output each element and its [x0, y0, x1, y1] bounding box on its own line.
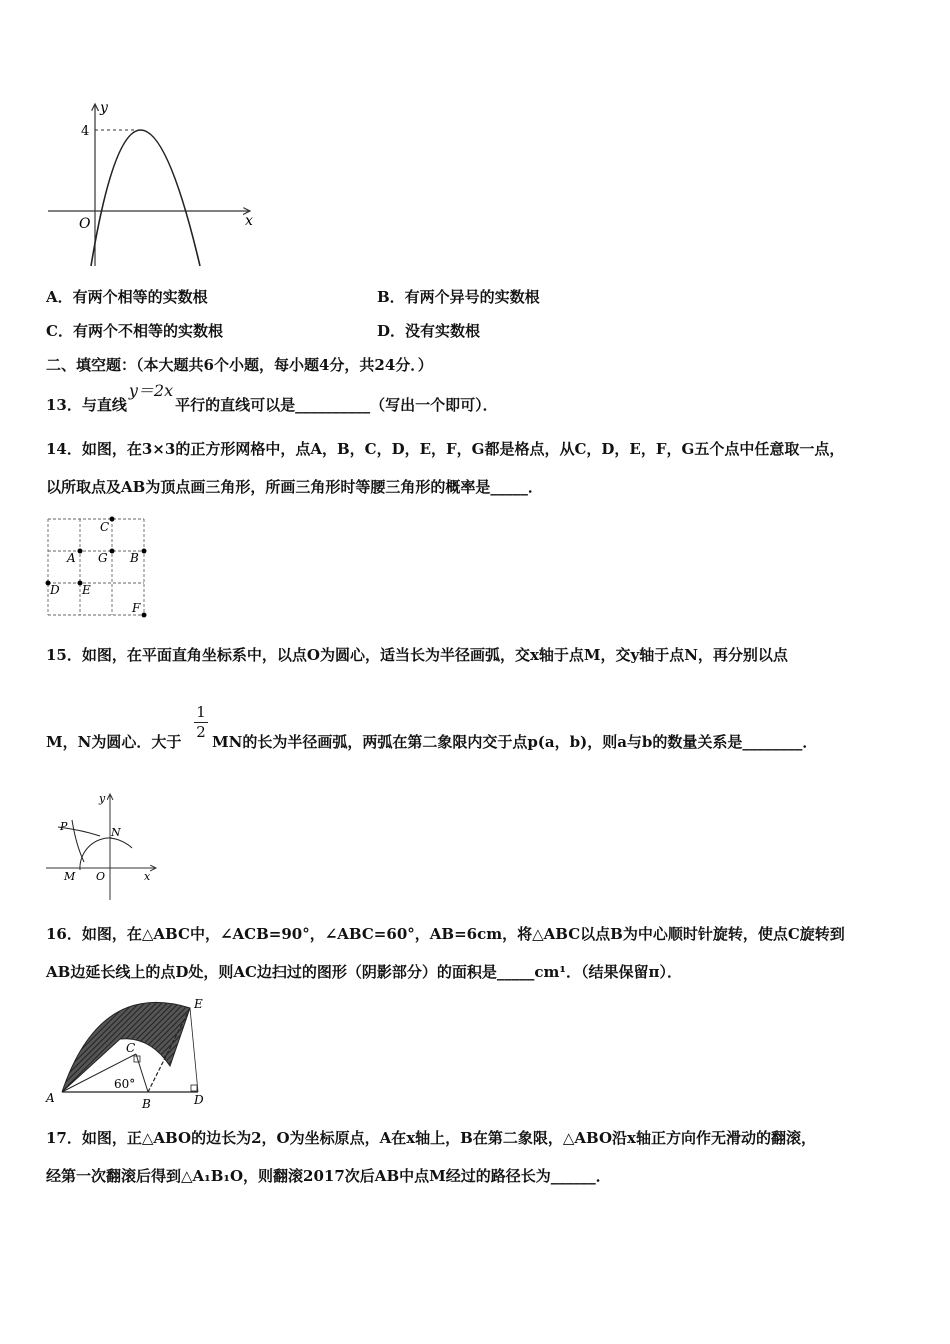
label-b: B	[142, 1097, 151, 1111]
arc-right	[110, 838, 132, 848]
label-a: A	[46, 1091, 55, 1105]
segment-cb	[136, 1054, 148, 1092]
q13-pre: 13．与直线	[46, 396, 127, 414]
question-14-line1: 14．如图，在3×3的正方形网格中，点A，B，C，D，E，F，G都是格点，从C，D，E，F，G五个点中任意取一点，	[46, 440, 845, 458]
option-a: A．有两个相等的实数根	[46, 288, 208, 306]
label-b: B	[130, 551, 139, 565]
peak-value-label: 4	[81, 124, 90, 139]
question-15-line2-pre: M，N为圆心．大于	[46, 733, 182, 751]
q13-post: 平行的直线可以是__________（写出一个即可）．	[175, 396, 498, 414]
option-d: D．没有实数根	[377, 322, 481, 340]
label-e: E	[194, 997, 203, 1011]
label-d: D	[194, 1093, 204, 1107]
label-f: F	[132, 601, 141, 615]
origin-label: O	[79, 216, 91, 232]
right-angle-d	[191, 1085, 197, 1091]
angle-label: 60°	[114, 1077, 136, 1091]
label-c: C	[100, 520, 110, 534]
section2-heading: 二、填空题：（本大题共6个小题，每小题4分，共24分．）	[46, 356, 433, 374]
compass-figure	[40, 790, 165, 905]
parabola-curve	[91, 130, 200, 266]
point-b	[142, 549, 147, 554]
point-g	[110, 549, 115, 554]
label-n: N	[111, 826, 121, 839]
option-b: B．有两个异号的实数根	[377, 288, 540, 306]
y-axis-label: y	[100, 100, 108, 116]
question-14-line2: 以所取点及AB为顶点画三角形，所画三角形时等腰三角形的概率是_____．	[46, 478, 543, 496]
label-y: y	[99, 792, 106, 805]
question-17-line1: 17．如图，正△ABO的边长为2，O为坐标原点，A在x轴上，B在第二象限，△ABO沿x轴正方向作无滑动的翻滚，	[46, 1129, 816, 1147]
label-a: A	[67, 551, 76, 565]
question-16-line1: 16．如图，在△ABC中，∠ACB=90°，∠ABC=60°，AB=6cm，将△ABC以点B为中心顺时针旋转，使点C旋转到	[46, 925, 845, 943]
question-13	[46, 381, 498, 415]
grid-figure	[40, 512, 155, 622]
label-o: O	[96, 870, 106, 883]
fraction-denominator: 2	[196, 723, 206, 741]
parabola-figure	[40, 98, 265, 273]
rotation-figure	[40, 994, 215, 1114]
segment-de	[190, 1008, 198, 1092]
q15-fraction	[193, 704, 209, 741]
label-p: P	[60, 820, 68, 833]
x-axis-label: x	[245, 213, 253, 229]
label-e: E	[82, 583, 91, 597]
label-d: D	[50, 583, 60, 597]
point-c	[110, 517, 115, 522]
q13-formula: y＝2x	[128, 381, 174, 400]
question-17-line2: 经第一次翻滚后得到△A₁B₁O，则翻滚2017次后AB中点M经过的路径长为______．	[46, 1167, 611, 1185]
label-m: M	[64, 870, 76, 883]
arc-from-origin	[80, 838, 112, 870]
point-a	[78, 549, 83, 554]
option-c: C．有两个不相等的实数根	[46, 322, 223, 340]
point-f	[142, 613, 147, 618]
label-x: x	[144, 870, 151, 883]
label-c: C	[126, 1041, 136, 1055]
question-15-line1: 15．如图，在平面直角坐标系中，以点O为圆心，适当长为半径画弧，交x轴于点M，交y轴于点N，再分别以点	[46, 646, 788, 664]
label-g: G	[98, 551, 108, 565]
fraction-numerator: 1	[196, 703, 206, 721]
question-16-line2: AB边延长线上的点D处，则AC边扫过的图形（阴影部分）的面积是_____cm¹．（结果保留π）．	[46, 963, 682, 981]
question-15-line2-post: MN的长为半径画弧，两弧在第二象限内交于点p(a，b)，则a与b的数量关系是________．	[212, 733, 818, 751]
